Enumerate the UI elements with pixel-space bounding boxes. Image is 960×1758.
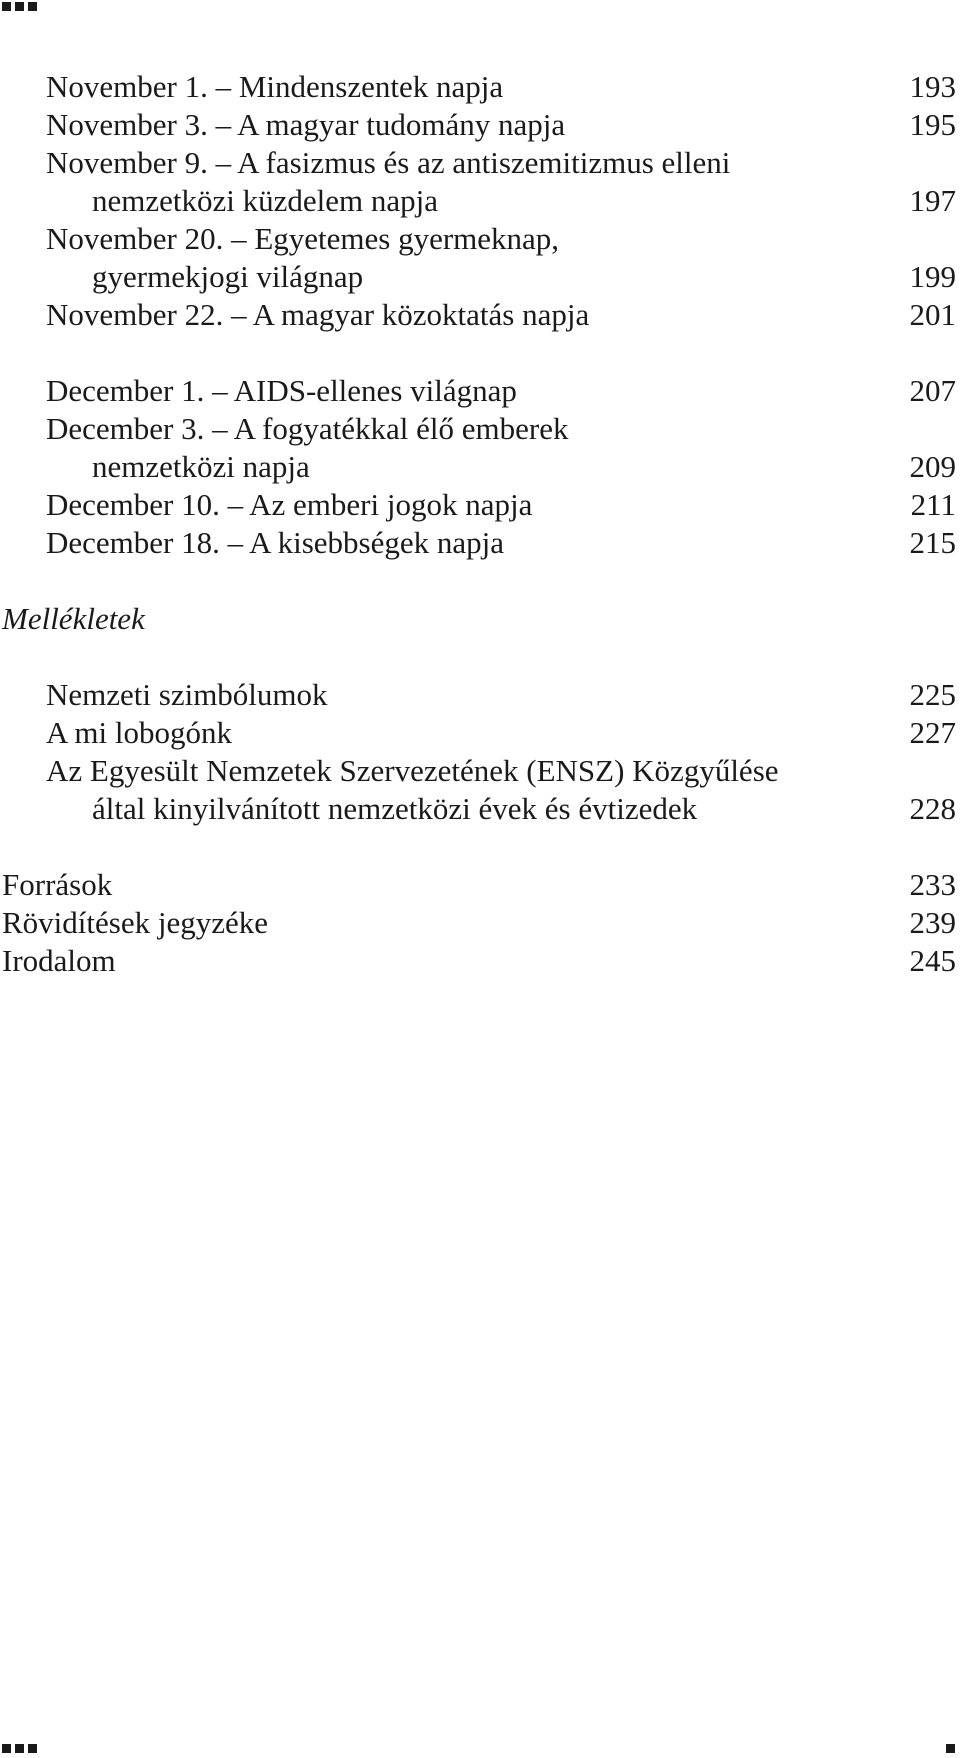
- toc-entry-page: 239: [909, 905, 956, 940]
- toc-entry[interactable]: [0, 524, 960, 562]
- toc-entry[interactable]: [0, 752, 960, 790]
- toc-entry[interactable]: [0, 68, 960, 106]
- toc-entry-page: 195: [909, 107, 956, 142]
- toc-entry-title: által kinyilvánított nemzetközi évek és évtizedek: [92, 791, 698, 826]
- toc-entry-title: A mi lobogónk: [46, 715, 233, 750]
- toc-entry[interactable]: [0, 942, 960, 980]
- toc-entry-page: 201: [909, 297, 956, 332]
- toc-entry-title: December 10. – Az emberi jogok napja: [46, 487, 533, 522]
- corner-marks-bottom-left: [2, 1744, 37, 1753]
- toc-entry[interactable]: [0, 714, 960, 752]
- toc-entry-page: 207: [909, 373, 956, 408]
- toc-entry-title: November 3. – A magyar tudomány napja: [46, 107, 566, 142]
- toc-entry-page: 215: [909, 525, 956, 560]
- toc-entry-title: November 9. – A fasizmus és az antiszemitizmus elleni: [46, 145, 731, 180]
- toc-entry-title: November 22. – A magyar közoktatás napja: [46, 297, 590, 332]
- toc-entry[interactable]: [0, 904, 960, 942]
- toc-entry[interactable]: [0, 144, 960, 182]
- toc-entry[interactable]: [0, 866, 960, 904]
- toc-entry-title: Irodalom: [2, 943, 116, 978]
- toc-entry-page: 193: [909, 69, 956, 104]
- toc-entry-title: Források: [2, 867, 113, 902]
- toc-entry-title: nemzetközi küzdelem napja: [92, 183, 439, 218]
- toc-entry-page: 209: [909, 449, 956, 484]
- toc-entry-title: Rövidítések jegyzéke: [2, 905, 268, 940]
- corner-marks-top-left: [2, 2, 37, 11]
- toc-entry-title: December 3. – A fogyatékkal élő emberek: [46, 411, 569, 446]
- toc-entry-title: November 20. – Egyetemes gyermeknap,: [46, 221, 560, 256]
- toc-entry-page: 197: [909, 183, 956, 218]
- toc-entry-page: 225: [909, 677, 956, 712]
- toc-entry-continuation[interactable]: [0, 448, 960, 486]
- toc-entry-title: December 1. – AIDS-ellenes világnap: [46, 373, 517, 408]
- toc-entry-page: 227: [909, 715, 956, 750]
- toc-entry[interactable]: [0, 486, 960, 524]
- toc-entry-page: 228: [909, 791, 956, 826]
- toc-entry-page: 233: [909, 867, 956, 902]
- toc-entry[interactable]: [0, 296, 960, 334]
- toc-entry-continuation[interactable]: [0, 258, 960, 296]
- toc-entry[interactable]: [0, 410, 960, 448]
- toc-entry-title: gyermekjogi világnap: [92, 259, 364, 294]
- toc-entry[interactable]: [0, 220, 960, 258]
- toc-entry-continuation[interactable]: [0, 790, 960, 828]
- section-heading-title: Mellékletek: [2, 601, 145, 636]
- toc-entry-page: 211: [910, 487, 956, 522]
- toc-entry-title: Nemzeti szimbólumok: [46, 677, 328, 712]
- toc-entry-title: Az Egyesült Nemzetek Szervezetének (ENSZ) Közgyűlése: [46, 753, 779, 788]
- toc-entry-continuation[interactable]: [0, 182, 960, 220]
- toc-entry-page: 199: [909, 259, 956, 294]
- toc-entry-title: December 18. – A kisebbségek napja: [46, 525, 504, 560]
- section-heading-mellekletek: [0, 600, 960, 638]
- toc-entry-page: 245: [909, 943, 956, 978]
- corner-marks-bottom-right: [946, 1744, 955, 1753]
- toc-entry-title: November 1. – Mindenszentek napja: [46, 69, 504, 104]
- toc-entry[interactable]: [0, 106, 960, 144]
- toc-entry-title: nemzetközi napja: [92, 449, 310, 484]
- toc-entry[interactable]: [0, 676, 960, 714]
- toc-entry[interactable]: [0, 372, 960, 410]
